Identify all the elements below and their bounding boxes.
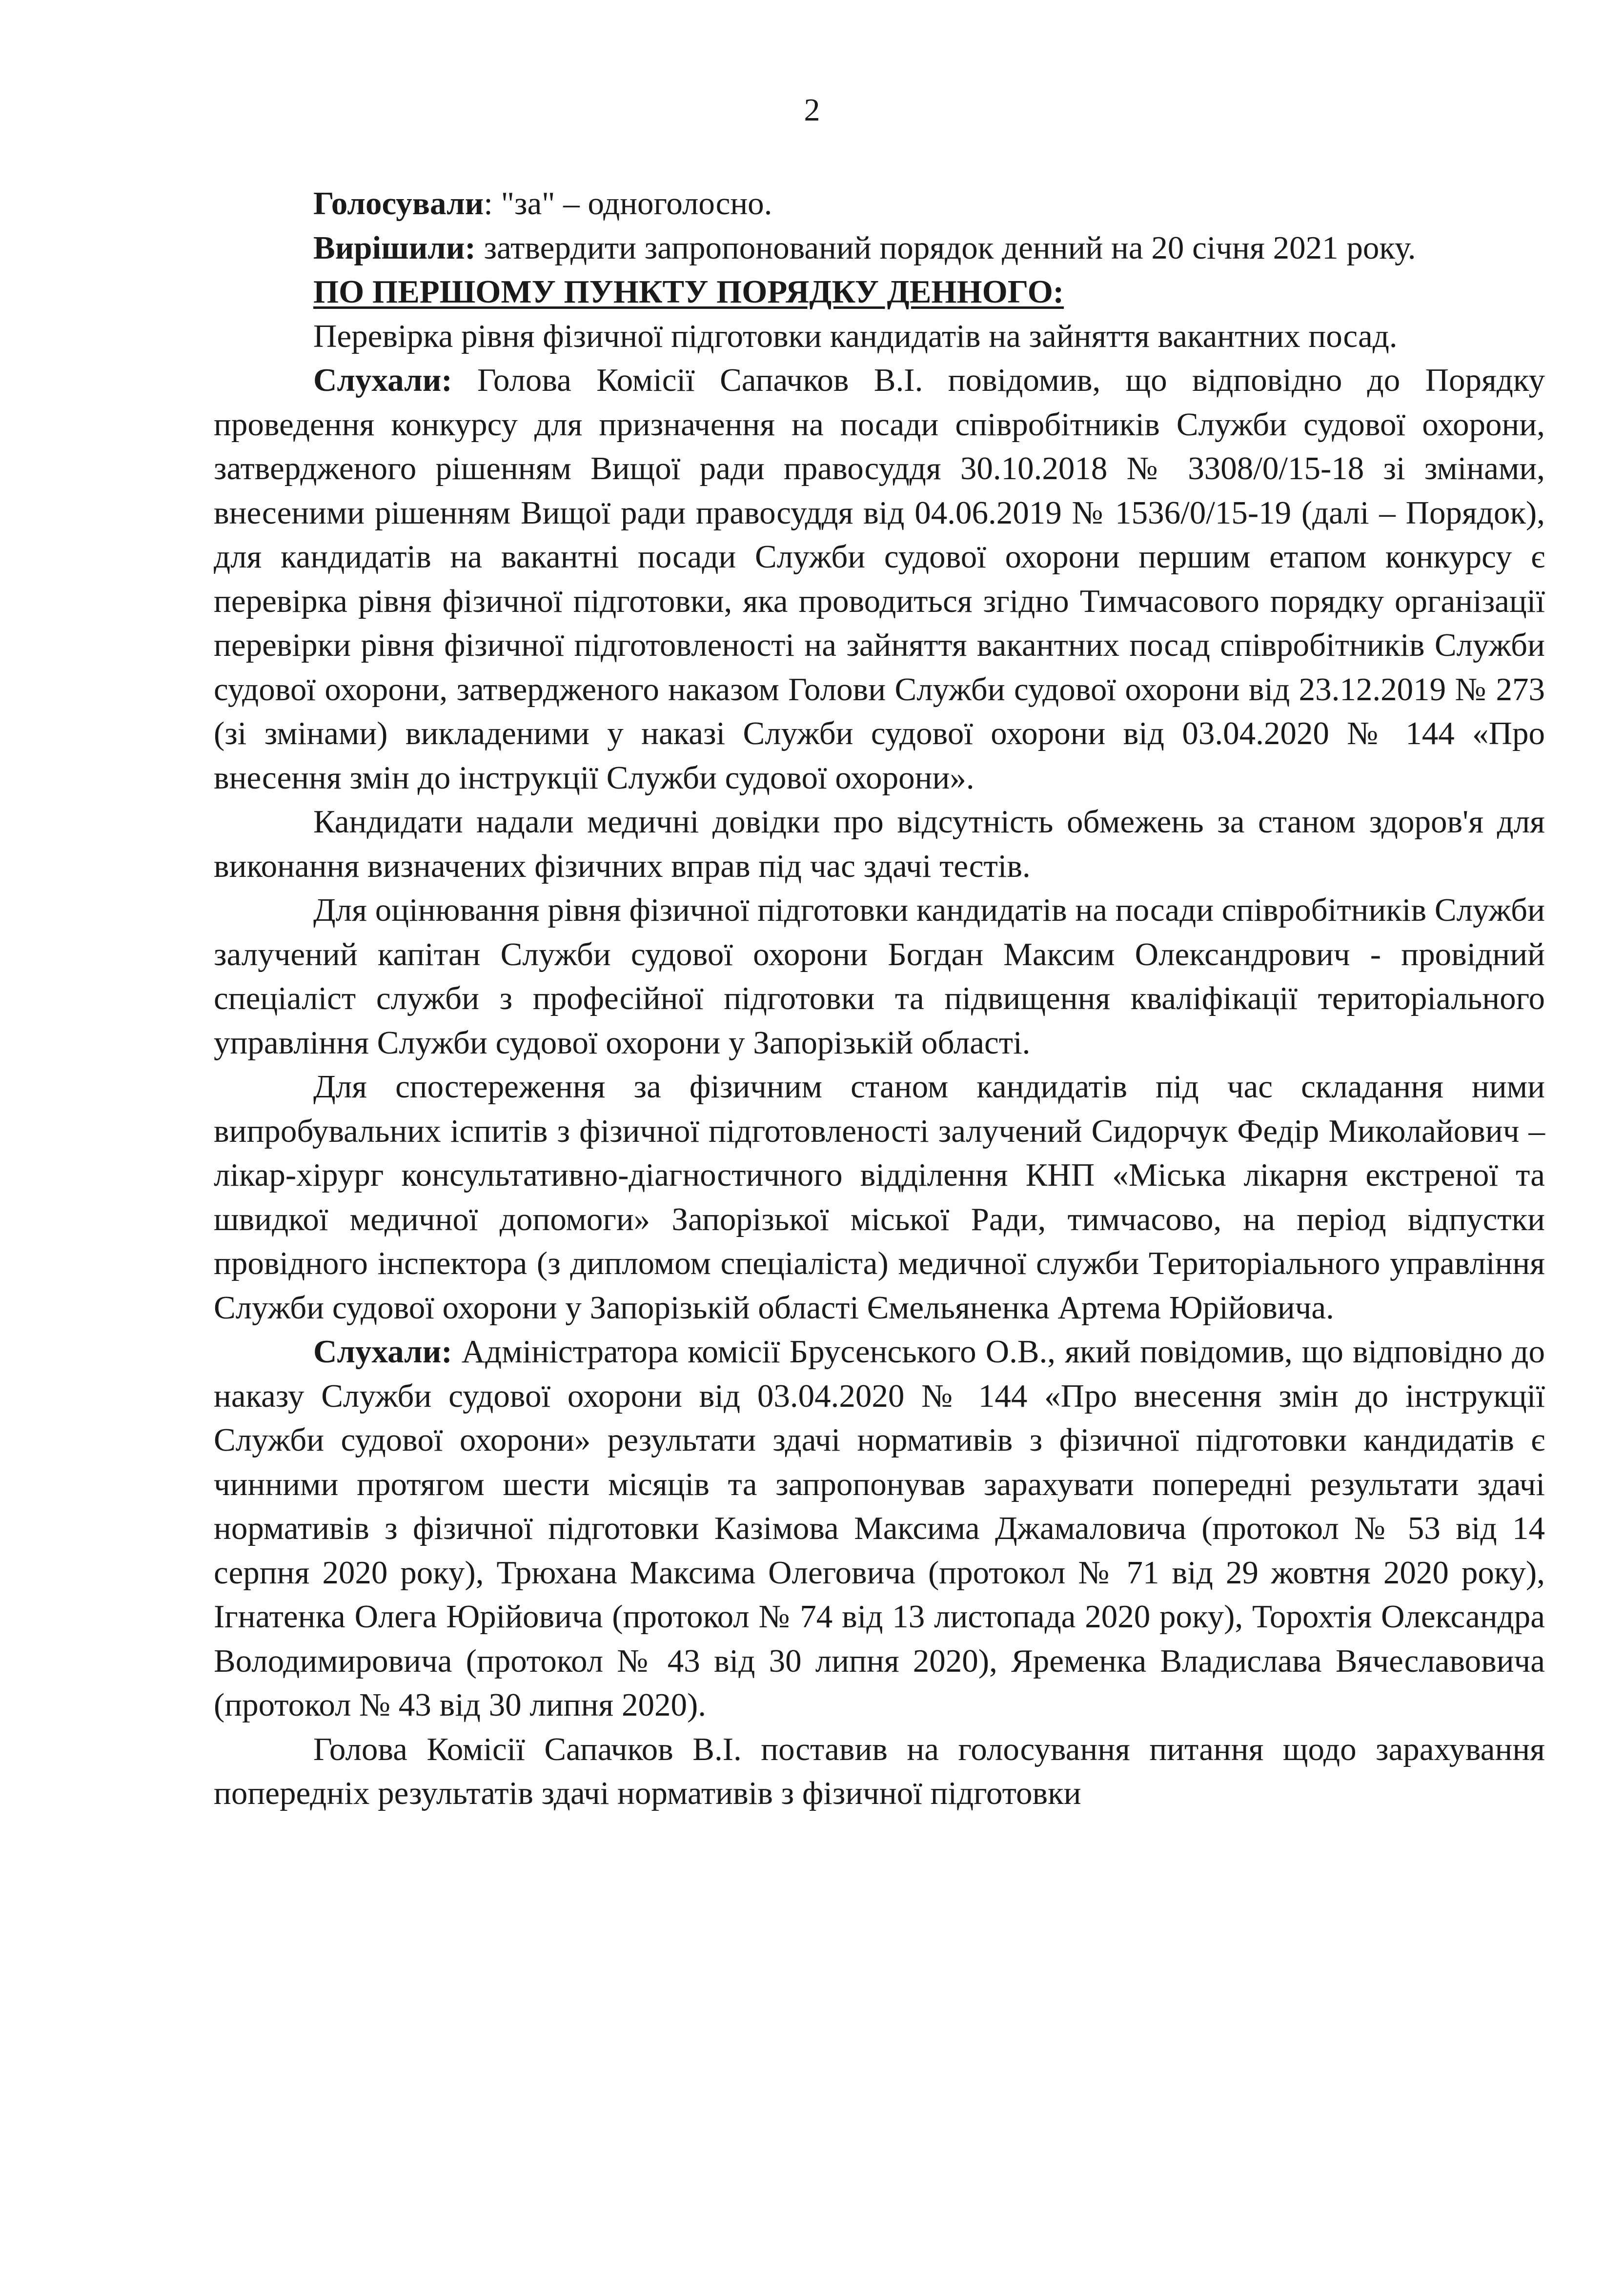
heard-paragraph-2 — [214, 1330, 1545, 1727]
agenda-item-heading: ПО ПЕРШОМУ ПУНКТУ ПОРЯДКУ ДЕННОГО: — [313, 274, 1064, 310]
heard-label-2: Слухали: — [313, 1334, 452, 1370]
decision-label: Вирішили: — [313, 229, 476, 266]
document-body — [214, 182, 1545, 1816]
decision-paragraph — [214, 226, 1545, 270]
chair-vote-paragraph — [214, 1727, 1545, 1816]
assessor-paragraph — [214, 888, 1545, 1065]
medical-certificates-text: Кандидати надали медичні довідки про відсутність обмежень за станом здоров'я для виконання визначених фізичних вправ під час здачі тестів. — [214, 804, 1545, 884]
physician-text: Для спостереження за фізичним станом кандидатів під час складання ними випробувальних іспитів з фізичної підготовленості залучений Сидорчук Федір Миколайович – лікар-хірург консультативно-діагностичного відділення КНП «Міська лікарня екстреної та швидкої медичної допомоги» Запорізької міської Ради, тимчасово, на період відпустки провідного інспектора (з дипломом спеціаліста) медичної служби Територіального управління Служби судової охорони у Запорізькій області Ємельяненка Артема Юрійовича. — [214, 1069, 1545, 1326]
physician-paragraph — [214, 1065, 1545, 1330]
medical-certificates-paragraph — [214, 800, 1545, 888]
heard-text-2: Адміністратора комісії Брусенського О.В., який повідомив, що відповідно до наказу Служби судової охорони від 03.04.2020 № 144 «Про внесення змін до інструкції Служби судової охорони» результати здачі нормативів з фізичної підготовки кандидатів є чинними протягом шести місяців та запропонував зарахувати попередні результати здачі нормативів з фізичної підготовки Казімова Максима Джамаловича (протокол № 53 від 14 серпня 2020 року), Трюхана Максима Олеговича (протокол № 71 від 29 жовтня 2020 року), Ігнатенка Олега Юрійовича (протокол № 74 від 13 листопада 2020 року), Торохтія Олександра Володимировича (протокол № 43 від 30 липня 2020), Яременка Владислава Вячеславовича (протокол № 43 від 30 липня 2020). — [214, 1334, 1545, 1723]
chair-vote-text: Голова Комісії Сапачков В.І. поставив на голосування питання щодо зарахування попередніх результатів здачі нормативів з фізичної підготовки — [214, 1731, 1545, 1811]
page-number: 2 — [804, 92, 820, 128]
agenda-item-subject-text: Перевірка рівня фізичної підготовки кандидатів на зайняття вакантних посад. — [313, 318, 1398, 354]
heard-text-1: Голова Комісії Сапачков В.І. повідомив, що відповідно до Порядку проведення конкурсу для призначення на посади співробітників Служби судової охорони, затвердженого рішенням Вищої ради правосуддя 30.10.2018 № 3308/0/15-18 зі змінами, внесеними рішенням Вищої ради правосуддя від 04.06.2019 № 1536/0/15-19 (далі – Порядок), для кандидатів на вакантні посади Служби судової охорони першим етапом конкурсу є перевірка рівня фізичної підготовки, яка проводиться згідно Тимчасового порядку організації перевірки рівня фізичної підготовленості на зайняття вакантних посад співробітників Служби судової охорони, затвердженого наказом Голови Служби судової охорони від 23.12.2019 № 273 (зі змінами) викладеними у наказі Служби судової охорони від 03.04.2020 № 144 «Про внесення змін до інструкції Служби судової охорони». — [214, 362, 1545, 796]
voting-paragraph — [214, 182, 1545, 226]
voting-text: : "за" – одноголосно. — [484, 185, 772, 222]
agenda-item-subject — [214, 314, 1545, 359]
decision-text: затвердити запропонований порядок денний на 20 січня 2021 року. — [475, 229, 1416, 266]
voting-label: Голосували — [313, 185, 484, 222]
assessor-text: Для оцінювання рівня фізичної підготовки кандидатів на посади співробітників Служби залучений капітан Служби судової охорони Богдан Максим Олександрович - провідний спеціаліст служби з професійної підготовки та підвищення кваліфікації територіального управління Служби судової охорони у Запорізькій області. — [214, 892, 1545, 1061]
heard-label-1: Слухали: — [313, 362, 452, 398]
heard-paragraph-1 — [214, 358, 1545, 800]
